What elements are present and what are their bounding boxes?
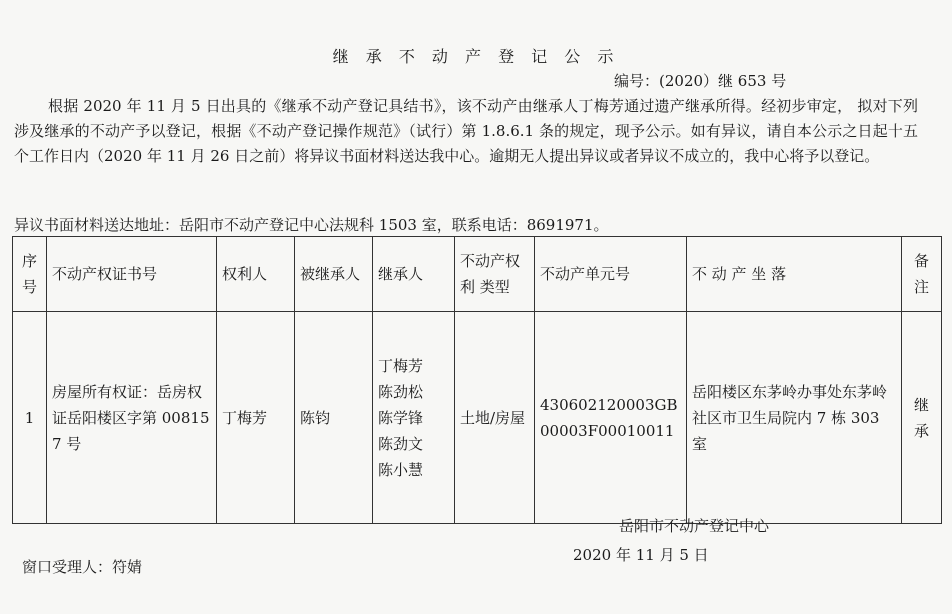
- window-clerk: 窗口受理人：符婧: [22, 558, 143, 576]
- cell-right-type: 土地/房屋: [455, 312, 535, 524]
- cell-cert: 房屋所有权证：岳房权证岳阳楼区字第 008157 号: [47, 312, 217, 524]
- header-unit: 不动产单元号: [535, 237, 687, 312]
- heir-name: 丁梅芳: [378, 356, 424, 375]
- heir-name: 陈劲松: [378, 382, 424, 401]
- cell-deceased: 陈钧: [295, 312, 373, 524]
- table-row: [13, 312, 942, 524]
- cell-heirs: [373, 312, 455, 524]
- header-holder: 权利人: [217, 237, 295, 312]
- page-title: 继 承 不 动 产 登 记 公 示: [332, 47, 620, 66]
- header-deceased: 被继承人: [295, 237, 373, 312]
- cell-seq: 1: [13, 312, 47, 524]
- objection-address: 异议书面材料送达地址：岳阳市不动产登记中心法规科 1503 室，联系电话：8691971。: [14, 216, 609, 234]
- notice-body: 根据 2020 年 11 月 5 日出具的《继承不动产登记具结书》，该不动产由继承人丁梅芳通过遗产继承所得。经初步审定， 拟对下列涉及继承的不动产予以登记，根据《不动产登记操作规范》（试行）第 1.8.6.1 条的规定，现予公示。如有异议，请自本公示之日起十五个工作日内（2020 年 11 月 26 日之前）将异议书面材料送达我中心。逾期无人提出异议或者异议不成立的，我中心将予以登记。: [14, 97, 918, 165]
- header-right-type: 不动产权 利 类型: [455, 237, 535, 312]
- cell-remark: 继承: [902, 312, 942, 524]
- heir-name: 陈小慧: [378, 460, 424, 479]
- heir-name: 陈劲文: [378, 434, 424, 453]
- table-header-row: [13, 237, 942, 312]
- header-remark: 备注: [902, 237, 942, 312]
- document-number: 编号：(2020）继 653 号: [614, 72, 787, 90]
- cell-location: 岳阳楼区东茅岭办事处东茅岭社区市卫生局院内 7 栋 303 室: [687, 312, 902, 524]
- heir-name: 陈学锋: [378, 408, 424, 427]
- cell-holder: 丁梅芳: [217, 312, 295, 524]
- cell-unit: 430602120003GB00003F00010011: [535, 312, 687, 524]
- header-cert: 不动产权证书号: [47, 237, 217, 312]
- registration-table: [12, 236, 942, 524]
- header-seq: 序号: [13, 237, 47, 312]
- issuing-organization: 岳阳市不动产登记中心: [619, 517, 770, 535]
- issue-date: 2020 年 11 月 5 日: [573, 546, 709, 564]
- header-location: 不 动 产 坐 落: [687, 237, 902, 312]
- header-heirs: 继承人: [373, 237, 455, 312]
